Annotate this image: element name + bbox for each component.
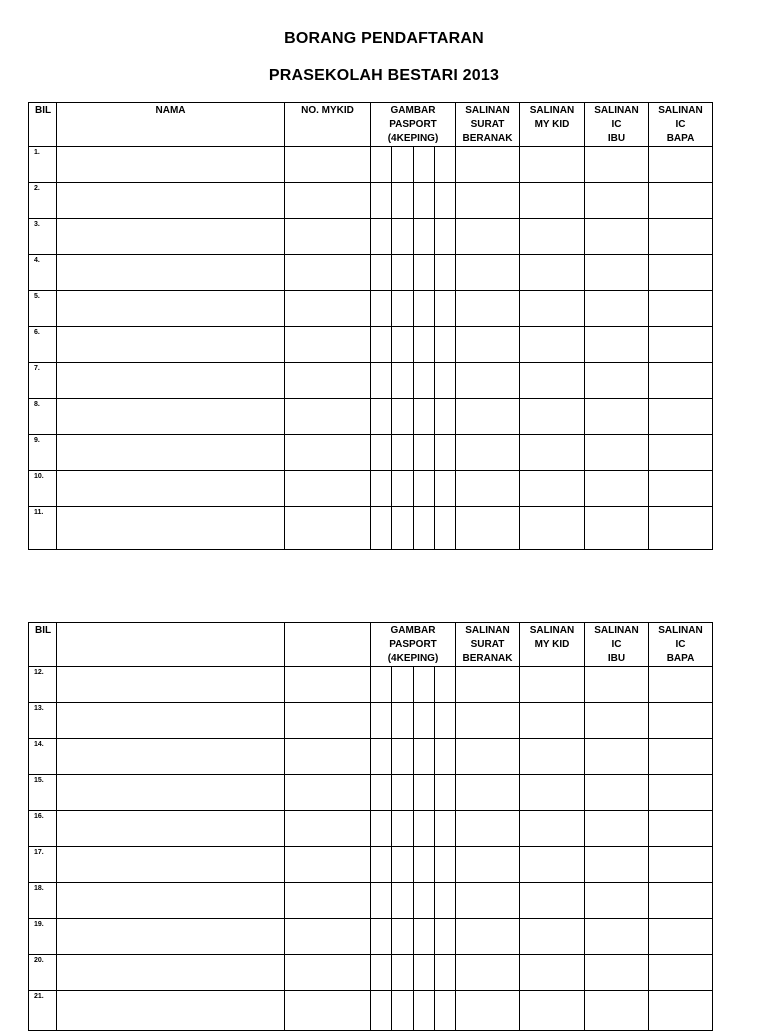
- gambar-cell-3: [414, 847, 435, 883]
- table-row: [29, 147, 713, 183]
- salinan-ic-ibu-cell: [585, 919, 649, 955]
- salinan-ic-bapa-cell: [649, 471, 713, 507]
- mykid-cell: [285, 219, 371, 255]
- table-header-row: [29, 623, 713, 667]
- table-row: [29, 435, 713, 471]
- salinan-ic-ibu-cell: [585, 883, 649, 919]
- gambar-cell-1: [371, 183, 392, 219]
- salinan-mykid-cell: [520, 811, 585, 847]
- gambar-cell-3: [414, 991, 435, 1031]
- gambar-cell-3: [414, 183, 435, 219]
- salinan-ic-ibu-cell: [585, 255, 649, 291]
- table-row: [29, 991, 713, 1031]
- salinan-ic-bapa-cell: [649, 291, 713, 327]
- gambar-cell-3: [414, 255, 435, 291]
- gambar-cell-1: [371, 471, 392, 507]
- table-row: [29, 739, 713, 775]
- salinan-ic-bapa-cell: [649, 775, 713, 811]
- header-gambar-pasport: GAMBAR PASPORT (4KEPING): [371, 623, 456, 667]
- surat-beranak-cell: [456, 847, 520, 883]
- gambar-cell-3: [414, 775, 435, 811]
- surat-beranak-cell: [456, 703, 520, 739]
- row-number: 17.: [29, 847, 57, 883]
- header-salinan-mykid: SALINAN MY KID: [520, 103, 585, 147]
- salinan-mykid-cell: [520, 327, 585, 363]
- gambar-cell-2: [392, 991, 414, 1031]
- salinan-ic-ibu-cell: [585, 775, 649, 811]
- salinan-ic-ibu-cell: [585, 847, 649, 883]
- table-row: [29, 363, 713, 399]
- salinan-mykid-cell: [520, 219, 585, 255]
- table-row: [29, 255, 713, 291]
- table-row: [29, 703, 713, 739]
- gambar-cell-3: [414, 703, 435, 739]
- row-number: 12.: [29, 667, 57, 703]
- nama-cell: [57, 363, 285, 399]
- mykid-cell: [285, 363, 371, 399]
- salinan-mykid-cell: [520, 435, 585, 471]
- gambar-cell-4: [435, 955, 456, 991]
- surat-beranak-cell: [456, 147, 520, 183]
- gambar-cell-2: [392, 291, 414, 327]
- gambar-cell-1: [371, 363, 392, 399]
- mykid-cell: [285, 147, 371, 183]
- salinan-ic-bapa-cell: [649, 435, 713, 471]
- salinan-mykid-cell: [520, 471, 585, 507]
- gambar-cell-4: [435, 507, 456, 550]
- salinan-ic-ibu-cell: [585, 183, 649, 219]
- surat-beranak-cell: [456, 363, 520, 399]
- table-row: [29, 775, 713, 811]
- salinan-mykid-cell: [520, 399, 585, 435]
- surat-beranak-cell: [456, 811, 520, 847]
- salinan-ic-ibu-cell: [585, 219, 649, 255]
- gambar-cell-3: [414, 291, 435, 327]
- salinan-ic-ibu-cell: [585, 363, 649, 399]
- salinan-ic-ibu-cell: [585, 955, 649, 991]
- table-row: [29, 955, 713, 991]
- gambar-cell-3: [414, 507, 435, 550]
- salinan-ic-bapa-cell: [649, 919, 713, 955]
- gambar-cell-4: [435, 183, 456, 219]
- gambar-cell-2: [392, 703, 414, 739]
- gambar-cell-1: [371, 919, 392, 955]
- gambar-cell-1: [371, 255, 392, 291]
- nama-cell: [57, 703, 285, 739]
- surat-beranak-cell: [456, 183, 520, 219]
- salinan-ic-bapa-cell: [649, 811, 713, 847]
- gambar-cell-2: [392, 219, 414, 255]
- row-number: 21.: [29, 991, 57, 1031]
- salinan-mykid-cell: [520, 883, 585, 919]
- salinan-ic-ibu-cell: [585, 399, 649, 435]
- surat-beranak-cell: [456, 991, 520, 1031]
- surat-beranak-cell: [456, 883, 520, 919]
- header-salinan-ic-ibu: SALINAN IC IBU: [585, 103, 649, 147]
- header-bil: BIL: [29, 623, 57, 667]
- surat-beranak-cell: [456, 507, 520, 550]
- nama-cell: [57, 739, 285, 775]
- mykid-cell: [285, 703, 371, 739]
- mykid-cell: [285, 255, 371, 291]
- row-number: 19.: [29, 919, 57, 955]
- gambar-cell-2: [392, 183, 414, 219]
- row-number: 6.: [29, 327, 57, 363]
- header-mykid: NO. MYKID: [285, 103, 371, 147]
- surat-beranak-cell: [456, 291, 520, 327]
- gambar-cell-1: [371, 955, 392, 991]
- surat-beranak-cell: [456, 399, 520, 435]
- gambar-cell-1: [371, 507, 392, 550]
- salinan-ic-ibu-cell: [585, 147, 649, 183]
- header-salinan-ic-bapa: SALINAN IC BAPA: [649, 623, 713, 667]
- gambar-cell-4: [435, 847, 456, 883]
- gambar-cell-1: [371, 291, 392, 327]
- header-nama: NAMA: [57, 103, 285, 147]
- salinan-ic-bapa-cell: [649, 667, 713, 703]
- gambar-cell-3: [414, 327, 435, 363]
- salinan-ic-bapa-cell: [649, 255, 713, 291]
- form-subtitle: PRASEKOLAH BESTARI 2013: [268, 67, 500, 84]
- mykid-cell: [285, 399, 371, 435]
- header-mykid: [285, 623, 371, 667]
- gambar-cell-2: [392, 811, 414, 847]
- header-bil: BIL: [29, 103, 57, 147]
- mykid-cell: [285, 327, 371, 363]
- mykid-cell: [285, 291, 371, 327]
- gambar-cell-3: [414, 919, 435, 955]
- row-number: 8.: [29, 399, 57, 435]
- nama-cell: [57, 775, 285, 811]
- header-gambar-pasport: GAMBAR PASPORT (4KEPING): [371, 103, 456, 147]
- nama-cell: [57, 991, 285, 1031]
- salinan-ic-bapa-cell: [649, 327, 713, 363]
- gambar-cell-3: [414, 667, 435, 703]
- gambar-cell-3: [414, 435, 435, 471]
- salinan-ic-ibu-cell: [585, 739, 649, 775]
- gambar-cell-3: [414, 363, 435, 399]
- table-row: [29, 847, 713, 883]
- nama-cell: [57, 183, 285, 219]
- gambar-cell-1: [371, 991, 392, 1031]
- mykid-cell: [285, 919, 371, 955]
- row-number: 11.: [29, 507, 57, 550]
- gambar-cell-3: [414, 147, 435, 183]
- salinan-mykid-cell: [520, 775, 585, 811]
- gambar-cell-2: [392, 399, 414, 435]
- salinan-ic-ibu-cell: [585, 507, 649, 550]
- table-row: [29, 507, 713, 550]
- mykid-cell: [285, 811, 371, 847]
- row-number: 14.: [29, 739, 57, 775]
- registration-table-1: [28, 102, 713, 550]
- salinan-mykid-cell: [520, 667, 585, 703]
- row-number: 7.: [29, 363, 57, 399]
- salinan-ic-ibu-cell: [585, 667, 649, 703]
- gambar-cell-4: [435, 435, 456, 471]
- gambar-cell-4: [435, 883, 456, 919]
- gambar-cell-2: [392, 435, 414, 471]
- gambar-cell-1: [371, 327, 392, 363]
- salinan-mykid-cell: [520, 703, 585, 739]
- gambar-cell-1: [371, 435, 392, 471]
- nama-cell: [57, 219, 285, 255]
- row-number: 16.: [29, 811, 57, 847]
- gambar-cell-2: [392, 955, 414, 991]
- nama-cell: [57, 919, 285, 955]
- gambar-cell-2: [392, 327, 414, 363]
- row-number: 9.: [29, 435, 57, 471]
- row-number: 3.: [29, 219, 57, 255]
- row-number: 1.: [29, 147, 57, 183]
- row-number: 10.: [29, 471, 57, 507]
- salinan-ic-bapa-cell: [649, 883, 713, 919]
- gambar-cell-4: [435, 327, 456, 363]
- salinan-ic-bapa-cell: [649, 955, 713, 991]
- gambar-cell-4: [435, 919, 456, 955]
- table-row: [29, 811, 713, 847]
- gambar-cell-4: [435, 291, 456, 327]
- row-number: 15.: [29, 775, 57, 811]
- salinan-ic-ibu-cell: [585, 435, 649, 471]
- table-row: [29, 183, 713, 219]
- gambar-cell-1: [371, 739, 392, 775]
- salinan-mykid-cell: [520, 739, 585, 775]
- gambar-cell-4: [435, 147, 456, 183]
- table-header-row: [29, 103, 713, 147]
- table-row: [29, 471, 713, 507]
- nama-cell: [57, 471, 285, 507]
- gambar-cell-1: [371, 883, 392, 919]
- mykid-cell: [285, 183, 371, 219]
- nama-cell: [57, 435, 285, 471]
- gambar-cell-2: [392, 363, 414, 399]
- surat-beranak-cell: [456, 667, 520, 703]
- nama-cell: [57, 327, 285, 363]
- salinan-ic-ibu-cell: [585, 471, 649, 507]
- nama-cell: [57, 147, 285, 183]
- form-title: BORANG PENDAFTARAN: [284, 30, 484, 47]
- salinan-mykid-cell: [520, 291, 585, 327]
- gambar-cell-1: [371, 811, 392, 847]
- salinan-ic-bapa-cell: [649, 363, 713, 399]
- table-row: [29, 883, 713, 919]
- surat-beranak-cell: [456, 471, 520, 507]
- table-row: [29, 327, 713, 363]
- row-number: 13.: [29, 703, 57, 739]
- gambar-cell-3: [414, 219, 435, 255]
- nama-cell: [57, 507, 285, 550]
- salinan-mykid-cell: [520, 363, 585, 399]
- surat-beranak-cell: [456, 919, 520, 955]
- gambar-cell-2: [392, 883, 414, 919]
- mykid-cell: [285, 883, 371, 919]
- salinan-ic-ibu-cell: [585, 291, 649, 327]
- gambar-cell-1: [371, 147, 392, 183]
- gambar-cell-4: [435, 363, 456, 399]
- salinan-mykid-cell: [520, 255, 585, 291]
- gambar-cell-4: [435, 667, 456, 703]
- salinan-ic-bapa-cell: [649, 703, 713, 739]
- table-row: [29, 667, 713, 703]
- gambar-cell-4: [435, 399, 456, 435]
- mykid-cell: [285, 739, 371, 775]
- salinan-mykid-cell: [520, 507, 585, 550]
- salinan-ic-bapa-cell: [649, 147, 713, 183]
- salinan-ic-bapa-cell: [649, 847, 713, 883]
- surat-beranak-cell: [456, 327, 520, 363]
- salinan-mykid-cell: [520, 183, 585, 219]
- nama-cell: [57, 399, 285, 435]
- salinan-ic-bapa-cell: [649, 739, 713, 775]
- table-row: [29, 219, 713, 255]
- gambar-cell-4: [435, 471, 456, 507]
- nama-cell: [57, 955, 285, 991]
- gambar-cell-2: [392, 667, 414, 703]
- gambar-cell-4: [435, 811, 456, 847]
- row-number: 18.: [29, 883, 57, 919]
- mykid-cell: [285, 775, 371, 811]
- table-row: [29, 919, 713, 955]
- salinan-ic-ibu-cell: [585, 703, 649, 739]
- gambar-cell-1: [371, 703, 392, 739]
- nama-cell: [57, 255, 285, 291]
- nama-cell: [57, 667, 285, 703]
- salinan-ic-ibu-cell: [585, 991, 649, 1031]
- surat-beranak-cell: [456, 775, 520, 811]
- registration-table-2: [28, 622, 713, 1031]
- row-number: 5.: [29, 291, 57, 327]
- gambar-cell-3: [414, 739, 435, 775]
- gambar-cell-3: [414, 883, 435, 919]
- surat-beranak-cell: [456, 219, 520, 255]
- gambar-cell-4: [435, 703, 456, 739]
- salinan-mykid-cell: [520, 847, 585, 883]
- header-salinan-surat-beranak: SALINAN SURAT BERANAK: [456, 103, 520, 147]
- salinan-ic-ibu-cell: [585, 811, 649, 847]
- gambar-cell-4: [435, 991, 456, 1031]
- mykid-cell: [285, 507, 371, 550]
- gambar-cell-1: [371, 847, 392, 883]
- salinan-mykid-cell: [520, 991, 585, 1031]
- nama-cell: [57, 811, 285, 847]
- gambar-cell-4: [435, 739, 456, 775]
- row-number: 20.: [29, 955, 57, 991]
- mykid-cell: [285, 435, 371, 471]
- nama-cell: [57, 847, 285, 883]
- row-number: 4.: [29, 255, 57, 291]
- salinan-mykid-cell: [520, 955, 585, 991]
- gambar-cell-2: [392, 919, 414, 955]
- mykid-cell: [285, 991, 371, 1031]
- mykid-cell: [285, 847, 371, 883]
- surat-beranak-cell: [456, 255, 520, 291]
- header-salinan-ic-ibu: SALINAN IC IBU: [585, 623, 649, 667]
- surat-beranak-cell: [456, 739, 520, 775]
- header-salinan-mykid: SALINAN MY KID: [520, 623, 585, 667]
- gambar-cell-3: [414, 471, 435, 507]
- salinan-ic-ibu-cell: [585, 327, 649, 363]
- salinan-ic-bapa-cell: [649, 507, 713, 550]
- header-salinan-ic-bapa: SALINAN IC BAPA: [649, 103, 713, 147]
- nama-cell: [57, 291, 285, 327]
- gambar-cell-2: [392, 739, 414, 775]
- salinan-ic-bapa-cell: [649, 991, 713, 1031]
- nama-cell: [57, 883, 285, 919]
- gambar-cell-2: [392, 507, 414, 550]
- gambar-cell-4: [435, 775, 456, 811]
- mykid-cell: [285, 955, 371, 991]
- table-row: [29, 399, 713, 435]
- gambar-cell-2: [392, 255, 414, 291]
- gambar-cell-1: [371, 219, 392, 255]
- gambar-cell-2: [392, 775, 414, 811]
- gambar-cell-1: [371, 775, 392, 811]
- gambar-cell-4: [435, 255, 456, 291]
- mykid-cell: [285, 471, 371, 507]
- salinan-ic-bapa-cell: [649, 219, 713, 255]
- mykid-cell: [285, 667, 371, 703]
- table-row: [29, 291, 713, 327]
- salinan-ic-bapa-cell: [649, 183, 713, 219]
- surat-beranak-cell: [456, 955, 520, 991]
- header-nama: [57, 623, 285, 667]
- header-salinan-surat-beranak: SALINAN SURAT BERANAK: [456, 623, 520, 667]
- gambar-cell-4: [435, 219, 456, 255]
- salinan-mykid-cell: [520, 919, 585, 955]
- surat-beranak-cell: [456, 435, 520, 471]
- gambar-cell-3: [414, 955, 435, 991]
- gambar-cell-2: [392, 147, 414, 183]
- gambar-cell-2: [392, 471, 414, 507]
- gambar-cell-1: [371, 399, 392, 435]
- salinan-ic-bapa-cell: [649, 399, 713, 435]
- gambar-cell-3: [414, 811, 435, 847]
- row-number: 2.: [29, 183, 57, 219]
- gambar-cell-2: [392, 847, 414, 883]
- gambar-cell-3: [414, 399, 435, 435]
- gambar-cell-1: [371, 667, 392, 703]
- salinan-mykid-cell: [520, 147, 585, 183]
